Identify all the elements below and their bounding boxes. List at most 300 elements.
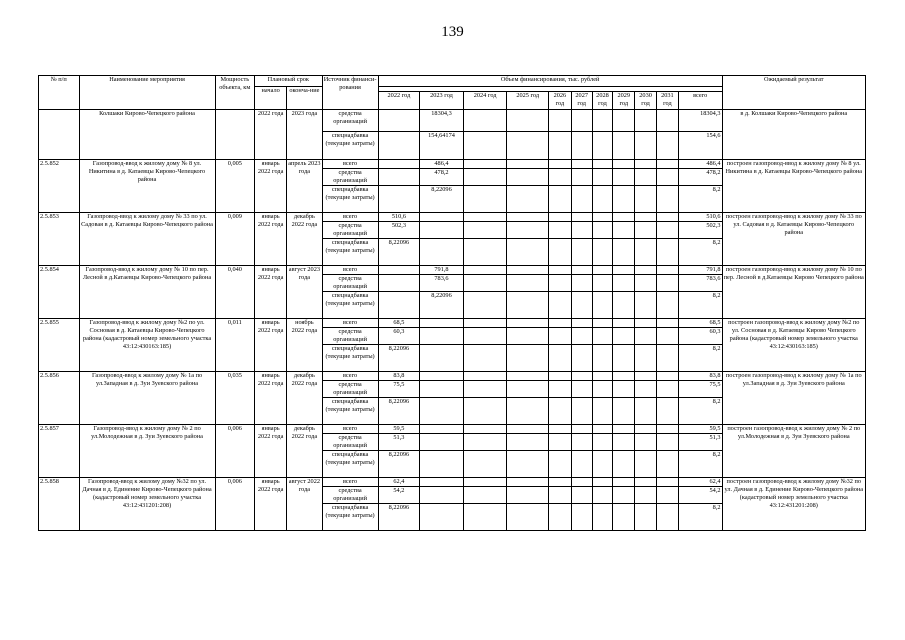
result-cell: построен газопровод-ввод к жилому дому № 33 по ул. Садовая в д. Катаевцы Кирово-Чепецкого района [722, 213, 865, 266]
value-empty-cell [635, 292, 657, 319]
total-cell: 478,2 [678, 169, 722, 186]
value-empty-cell [548, 478, 571, 487]
value-empty-cell [571, 434, 592, 451]
value-empty-cell [463, 132, 507, 160]
value-2022-cell: 75,5 [378, 381, 420, 398]
name-cell: Газопровод-ввод к жилому дому № 1а по ул.Западная в д. Зуи Зуевского района [79, 372, 215, 425]
value-empty-cell [592, 434, 613, 451]
num-cell: 2.5.854 [39, 266, 80, 319]
end-cell: декабрь 2022 года [287, 213, 322, 266]
value-empty-cell [571, 275, 592, 292]
value-empty-cell [507, 222, 549, 239]
value-2023-cell: 154,64174 [420, 132, 464, 160]
result-cell: построен газопровод-ввод к жилому дому №2 по ул. Сосновая в д. Катаевцы Кирово Чепецкого района (кадастровый номер земельного участка 43:12:430163:185) [722, 319, 865, 372]
value-empty-cell [571, 398, 592, 425]
table-row [39, 478, 866, 487]
value-2022-cell [378, 132, 420, 160]
source-cell: всего [322, 319, 378, 328]
value-empty-cell [463, 292, 507, 319]
end-cell: апрель 2023 года [287, 160, 322, 213]
value-empty-cell [463, 328, 507, 345]
source-cell: спецнадбавка (текущие затраты) [322, 186, 378, 213]
value-empty-cell [635, 434, 657, 451]
page-number: 139 [441, 24, 464, 40]
value-empty-cell [463, 160, 507, 169]
value-empty-cell [463, 451, 507, 478]
value-empty-cell [656, 478, 678, 487]
value-2023-cell [420, 451, 464, 478]
value-empty-cell [507, 345, 549, 372]
end-cell: август 2022 года [287, 478, 322, 531]
value-2023-cell [420, 319, 464, 328]
end-cell: декабрь 2022 года [287, 372, 322, 425]
value-empty-cell [548, 328, 571, 345]
value-empty-cell [613, 425, 635, 434]
total-cell: 154,6 [678, 132, 722, 160]
value-empty-cell [571, 160, 592, 169]
num-cell: 2.5.858 [39, 478, 80, 531]
value-empty-cell [592, 213, 613, 222]
total-cell: 8,2 [678, 504, 722, 531]
name-cell: Газопровод-ввод к жилому дому № 33 по ул. Садовая в д. Катаевцы Кирово-Чепецкого района [79, 213, 215, 266]
value-empty-cell [635, 381, 657, 398]
value-2023-cell [420, 434, 464, 451]
value-empty-cell [613, 132, 635, 160]
total-cell: 18304,3 [678, 110, 722, 132]
value-2022-cell [378, 292, 420, 319]
end-cell: декабрь 2022 года [287, 425, 322, 478]
value-empty-cell [613, 345, 635, 372]
value-empty-cell [635, 478, 657, 487]
start-cell: январь 2022 года [255, 213, 287, 266]
end-cell: ноябрь 2022 года [287, 319, 322, 372]
value-2023-cell: 18304,3 [420, 110, 464, 132]
value-2022-cell [378, 169, 420, 186]
value-empty-cell [548, 266, 571, 275]
value-empty-cell [463, 239, 507, 266]
header-num: № п/п [39, 76, 80, 110]
value-empty-cell [507, 186, 549, 213]
start-cell: январь 2022 года [255, 478, 287, 531]
value-empty-cell [571, 372, 592, 381]
value-2022-cell: 8,22096 [378, 504, 420, 531]
value-empty-cell [548, 110, 571, 132]
header-volume: Объем финансирования, тыс. рублей [378, 76, 722, 87]
name-cell: Колшаки Кирово-Чепецкого района [79, 110, 215, 160]
value-empty-cell [507, 213, 549, 222]
value-2023-cell: 486,4 [420, 160, 464, 169]
value-empty-cell [548, 239, 571, 266]
value-empty-cell [507, 169, 549, 186]
value-empty-cell [656, 275, 678, 292]
value-empty-cell [613, 434, 635, 451]
header-source: Источник финанси-рования [322, 76, 378, 110]
num-cell: 2.5.855 [39, 319, 80, 372]
total-cell: 83,8 [678, 372, 722, 381]
value-empty-cell [656, 434, 678, 451]
source-cell: всего [322, 372, 378, 381]
value-2023-cell [420, 504, 464, 531]
total-cell: 60,3 [678, 328, 722, 345]
total-cell: 62,4 [678, 478, 722, 487]
value-empty-cell [635, 451, 657, 478]
value-empty-cell [656, 110, 678, 132]
source-cell: всего [322, 478, 378, 487]
table-row [39, 266, 866, 275]
value-empty-cell [613, 266, 635, 275]
start-cell: январь 2022 года [255, 425, 287, 478]
capacity-cell: 0,035 [215, 372, 254, 425]
value-empty-cell [507, 381, 549, 398]
value-empty-cell [635, 186, 657, 213]
value-empty-cell [613, 381, 635, 398]
value-empty-cell [571, 266, 592, 275]
value-empty-cell [592, 381, 613, 398]
table-row [39, 213, 866, 222]
value-empty-cell [571, 213, 592, 222]
value-empty-cell [463, 372, 507, 381]
value-empty-cell [571, 425, 592, 434]
total-cell: 54,2 [678, 487, 722, 504]
value-2022-cell: 62,4 [378, 478, 420, 487]
value-empty-cell [548, 487, 571, 504]
total-cell: 59,5 [678, 425, 722, 434]
value-empty-cell [463, 487, 507, 504]
value-2023-cell [420, 213, 464, 222]
value-2022-cell: 510,6 [378, 213, 420, 222]
value-empty-cell [548, 451, 571, 478]
total-cell: 8,2 [678, 239, 722, 266]
value-2023-cell [420, 239, 464, 266]
name-cell: Газопровод-ввод к жилому дому №32 по ул. Дачная в д. Единение Кирово-Чепецкого района (кадастровый номер земельного участка 43:12:431201:208) [79, 478, 215, 531]
start-cell: январь 2022 года [255, 319, 287, 372]
value-empty-cell [656, 169, 678, 186]
value-empty-cell [656, 504, 678, 531]
table-row [39, 160, 866, 169]
value-empty-cell [613, 319, 635, 328]
total-cell: 486,4 [678, 160, 722, 169]
value-empty-cell [592, 292, 613, 319]
header-year: 2026 год [548, 92, 571, 110]
value-2023-cell [420, 381, 464, 398]
header-end: оконча-ние [287, 87, 322, 110]
value-empty-cell [613, 186, 635, 213]
value-2022-cell: 59,5 [378, 425, 420, 434]
value-empty-cell [656, 319, 678, 328]
value-2023-cell [420, 487, 464, 504]
value-empty-cell [571, 319, 592, 328]
header-year: 2022 год [378, 92, 420, 110]
total-cell: 8,2 [678, 451, 722, 478]
end-cell: август 2023 года [287, 266, 322, 319]
value-2022-cell: 54,2 [378, 487, 420, 504]
value-empty-cell [548, 319, 571, 328]
value-2022-cell: 8,22096 [378, 451, 420, 478]
source-cell: средства организаций [322, 487, 378, 504]
start-cell: январь 2022 года [255, 160, 287, 213]
value-empty-cell [507, 319, 549, 328]
capacity-cell [215, 110, 254, 160]
value-empty-cell [613, 275, 635, 292]
value-empty-cell [635, 169, 657, 186]
value-empty-cell [507, 487, 549, 504]
value-empty-cell [592, 132, 613, 160]
result-cell: построен газопровод-ввод к жилому дому № 2 по ул.Молодежная в д. Зуи Зуевского района [722, 425, 865, 478]
value-empty-cell [635, 213, 657, 222]
value-empty-cell [463, 169, 507, 186]
value-empty-cell [571, 222, 592, 239]
value-empty-cell [548, 213, 571, 222]
source-cell: спецнадбавка (текущие затраты) [322, 504, 378, 531]
value-2022-cell: 502,3 [378, 222, 420, 239]
value-empty-cell [571, 504, 592, 531]
table-row [39, 110, 866, 132]
value-2022-cell: 68,5 [378, 319, 420, 328]
capacity-cell: 0,011 [215, 319, 254, 372]
start-cell: январь 2022 года [255, 266, 287, 319]
value-empty-cell [507, 160, 549, 169]
value-2023-cell [420, 398, 464, 425]
value-2022-cell: 8,22096 [378, 239, 420, 266]
value-2022-cell: 8,22096 [378, 398, 420, 425]
value-empty-cell [463, 504, 507, 531]
value-empty-cell [507, 398, 549, 425]
value-empty-cell [507, 275, 549, 292]
value-empty-cell [635, 372, 657, 381]
capacity-cell: 0,006 [215, 425, 254, 478]
source-cell: средства организаций [322, 328, 378, 345]
value-2023-cell [420, 425, 464, 434]
value-empty-cell [463, 110, 507, 132]
value-empty-cell [592, 487, 613, 504]
header-year: 2027 год [571, 92, 592, 110]
total-cell: 8,2 [678, 186, 722, 213]
capacity-cell: 0,005 [215, 160, 254, 213]
value-empty-cell [613, 398, 635, 425]
value-empty-cell [635, 425, 657, 434]
value-empty-cell [592, 319, 613, 328]
value-2022-cell: 51,3 [378, 434, 420, 451]
value-empty-cell [592, 328, 613, 345]
total-cell: 8,2 [678, 345, 722, 372]
header-start: начало [255, 87, 287, 110]
value-empty-cell [635, 328, 657, 345]
name-cell: Газопровод-ввод к жилому дому № 10 по пер. Лесной в д.Катаевцы Кирово-Чепецкого района [79, 266, 215, 319]
name-cell: Газопровод-ввод к жилому дому № 2 по ул.Молодежная в д. Зуи Зуевского района [79, 425, 215, 478]
total-cell: 68,5 [678, 319, 722, 328]
value-empty-cell [656, 222, 678, 239]
value-empty-cell [463, 425, 507, 434]
source-cell: средства организаций [322, 434, 378, 451]
value-empty-cell [507, 266, 549, 275]
total-cell: 51,3 [678, 434, 722, 451]
capacity-cell: 0,040 [215, 266, 254, 319]
value-empty-cell [463, 222, 507, 239]
value-2022-cell [378, 160, 420, 169]
value-empty-cell [635, 222, 657, 239]
value-empty-cell [507, 434, 549, 451]
value-empty-cell [571, 381, 592, 398]
value-empty-cell [635, 275, 657, 292]
num-cell [39, 110, 80, 160]
value-empty-cell [613, 160, 635, 169]
result-cell: в д. Колшаки Кирово-Чепецкого района [722, 110, 865, 160]
value-empty-cell [548, 434, 571, 451]
value-empty-cell [635, 398, 657, 425]
name-cell: Газопровод-ввод к жилому дому № 8 ул. Никитина в д. Катаевцы Кирово-Чепецкого района [79, 160, 215, 213]
header-period: Плановый срок [255, 76, 323, 87]
value-empty-cell [635, 345, 657, 372]
value-empty-cell [571, 132, 592, 160]
value-empty-cell [548, 292, 571, 319]
value-empty-cell [635, 132, 657, 160]
value-empty-cell [592, 398, 613, 425]
header-year: 2030 год [635, 92, 657, 110]
value-empty-cell [656, 132, 678, 160]
value-empty-cell [592, 275, 613, 292]
value-empty-cell [635, 319, 657, 328]
source-cell: средства организаций [322, 275, 378, 292]
value-empty-cell [613, 451, 635, 478]
value-empty-cell [656, 239, 678, 266]
total-cell: 502,3 [678, 222, 722, 239]
capacity-cell: 0,009 [215, 213, 254, 266]
table-row [39, 372, 866, 381]
value-2023-cell [420, 345, 464, 372]
value-empty-cell [463, 381, 507, 398]
value-empty-cell [463, 186, 507, 213]
value-empty-cell [656, 328, 678, 345]
value-2022-cell [378, 275, 420, 292]
header-capacity: Мощность объекта, км [215, 76, 254, 110]
num-cell: 2.5.856 [39, 372, 80, 425]
end-cell: 2023 года [287, 110, 322, 160]
value-empty-cell [507, 110, 549, 132]
value-empty-cell [548, 169, 571, 186]
value-empty-cell [635, 239, 657, 266]
capacity-cell: 0,006 [215, 478, 254, 531]
value-2022-cell: 8,22096 [378, 345, 420, 372]
value-empty-cell [635, 160, 657, 169]
value-empty-cell [507, 504, 549, 531]
source-cell: всего [322, 213, 378, 222]
value-empty-cell [571, 169, 592, 186]
source-cell: спецнадбавка (текущие затраты) [322, 132, 378, 160]
source-cell: всего [322, 425, 378, 434]
table-body [39, 110, 866, 531]
value-empty-cell [613, 504, 635, 531]
value-empty-cell [613, 372, 635, 381]
value-empty-cell [613, 169, 635, 186]
value-2023-cell [420, 328, 464, 345]
total-cell: 75,5 [678, 381, 722, 398]
result-cell: построен газопровод-ввод к жилому дому № 10 по пер. Лесной в д.Катаевцы Кирово Чепецкого района [722, 266, 865, 319]
value-empty-cell [548, 222, 571, 239]
value-empty-cell [548, 425, 571, 434]
value-empty-cell [548, 398, 571, 425]
value-empty-cell [592, 110, 613, 132]
value-empty-cell [656, 398, 678, 425]
value-empty-cell [571, 478, 592, 487]
result-cell: построен газопровод-ввод к жилому дому № 8 ул. Никитина в д. Катаевцы Кирово-Чепецкого района [722, 160, 865, 213]
value-empty-cell [656, 213, 678, 222]
value-empty-cell [507, 239, 549, 266]
value-empty-cell [656, 160, 678, 169]
value-empty-cell [613, 213, 635, 222]
value-2022-cell [378, 110, 420, 132]
value-empty-cell [571, 451, 592, 478]
header-year: 2031 год [656, 92, 678, 110]
value-empty-cell [656, 292, 678, 319]
value-empty-cell [592, 160, 613, 169]
source-cell: спецнадбавка (текущие затраты) [322, 451, 378, 478]
value-empty-cell [548, 504, 571, 531]
value-empty-cell [635, 504, 657, 531]
total-cell: 510,6 [678, 213, 722, 222]
value-empty-cell [571, 186, 592, 213]
value-2022-cell [378, 186, 420, 213]
value-2023-cell: 478,2 [420, 169, 464, 186]
value-empty-cell [592, 345, 613, 372]
source-cell: средства организаций [322, 110, 378, 132]
value-empty-cell [548, 186, 571, 213]
financing-table [38, 75, 866, 531]
source-cell: спецнадбавка (текущие затраты) [322, 398, 378, 425]
source-cell: всего [322, 266, 378, 275]
value-empty-cell [507, 478, 549, 487]
total-cell: 8,2 [678, 398, 722, 425]
value-2023-cell [420, 372, 464, 381]
num-cell: 2.5.857 [39, 425, 80, 478]
value-empty-cell [592, 372, 613, 381]
value-empty-cell [463, 398, 507, 425]
header-year: 2024 год [463, 92, 507, 110]
value-empty-cell [613, 110, 635, 132]
value-2022-cell: 83,8 [378, 372, 420, 381]
value-2023-cell: 783,6 [420, 275, 464, 292]
value-empty-cell [635, 266, 657, 275]
value-empty-cell [571, 110, 592, 132]
header-name: Наименование мероприятия [79, 76, 215, 110]
source-cell: спецнадбавка (текущие затраты) [322, 292, 378, 319]
value-empty-cell [463, 319, 507, 328]
value-empty-cell [656, 487, 678, 504]
source-cell: спецнадбавка (текущие затраты) [322, 239, 378, 266]
source-cell: средства организаций [322, 381, 378, 398]
value-2022-cell [378, 266, 420, 275]
num-cell: 2.5.852 [39, 160, 80, 213]
value-empty-cell [635, 487, 657, 504]
header-year: 2023 год [420, 92, 464, 110]
value-empty-cell [592, 169, 613, 186]
value-empty-cell [507, 372, 549, 381]
value-empty-cell [571, 487, 592, 504]
total-cell: 8,2 [678, 292, 722, 319]
name-cell: Газопровод-ввод к жилому дому №2 по ул. Сосновая в д. Катаевцы Кирово-Чепецкого района (кадастровый номер земельного участка 43:12:430163:185) [79, 319, 215, 372]
num-cell: 2.5.853 [39, 213, 80, 266]
header-result: Ожидаемый результат [722, 76, 865, 110]
value-empty-cell [613, 487, 635, 504]
value-empty-cell [507, 451, 549, 478]
value-empty-cell [507, 132, 549, 160]
value-empty-cell [463, 213, 507, 222]
value-empty-cell [613, 222, 635, 239]
value-2023-cell [420, 222, 464, 239]
value-2023-cell: 8,22096 [420, 292, 464, 319]
value-empty-cell [571, 345, 592, 372]
value-empty-cell [635, 110, 657, 132]
value-empty-cell [463, 275, 507, 292]
